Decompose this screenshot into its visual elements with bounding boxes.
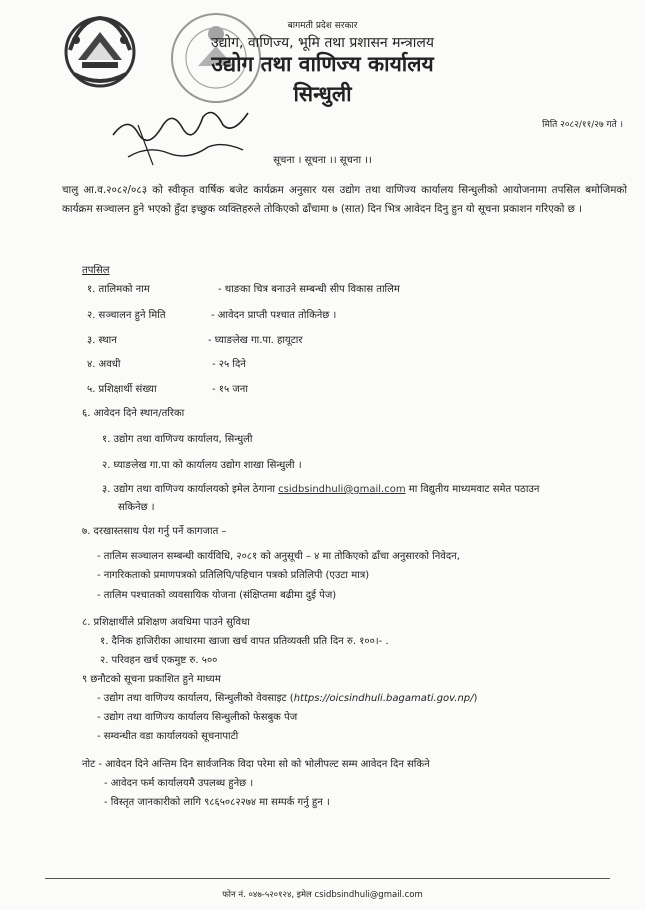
facilities-heading: ८. प्रशिक्षार्थीले प्रशिक्षण अवधिमा पाउने सुविधा [82,617,250,628]
document-item: - तालिम पश्चातको व्यवसायिक योजना (संक्षिप्तमा बढीमा दुई पेज) [97,590,337,601]
notice-heading: सूचना । सूचना ।। सूचना ।। [273,155,372,166]
detail-value: - थाङका चित्र बनाउने सम्बन्धी सीप विकास तालिम [218,284,400,295]
office-name: उद्योग तथा वाणिज्य कार्यालय [211,52,434,76]
detail-value: - घ्याङलेख गा.पा. हायूटार [208,335,303,346]
office-email-link[interactable]: csidbsindhuli@gmail.com [278,484,406,495]
application-item-cont: सकिनेछ । [118,502,155,513]
document-item: - तालिम सञ्चालन सम्बन्धी कार्यविधि, २०८१ को अनुसूची – ४ मा तोकिएको ढाँचा अनुसारको निवेदन, [97,551,460,562]
application-item-text: मा विद्युतीय माध्यमवाट समेत पठाउन [408,484,540,495]
application-heading: ६. आवेदन दिने स्थान/तरिका [82,408,185,419]
footer-contact: फोन नं. ०४७-५२०१२४, इमेल csidbsindhuli@gmail.com [222,890,423,900]
application-item-email [102,481,539,495]
application-item-text: ३. उद्योग तथा वाणिज्य कार्यालयको इमेल ठेगाना [102,484,275,495]
publication-item-website [97,690,477,704]
office-location: सिन्धुली [293,82,352,106]
publication-heading: ९ छनौटको सूचना प्रकाशित हुने माध्यम [82,674,221,685]
publication-item: - उद्योग तथा वाणिज्य कार्यालय सिन्धुलीको फेसबुक पेज [97,712,298,723]
detail-label: ५. प्रशिक्षार्थी संख्या [87,384,157,395]
application-item: १. उद्योग तथा वाणिज्य कार्यालय, सिन्धुली [102,434,253,445]
detail-value: - २५ दिने [212,359,246,370]
detail-label: ४. अवधी [87,359,121,370]
facility-item: २. परिवहन खर्च एकमुष्ट रु. ५०० [100,655,218,666]
detail-label: २. सञ्चालन हुने मिति [87,310,166,321]
note-heading: नोट - आवेदन दिने अन्तिम दिन सार्वजनिक विदा परेमा सो को भोलीपल्ट सम्म आवेदन दिन सकिने [82,759,430,770]
detail-label: १. तालिमको नाम [87,284,150,295]
facility-item: १. दैनिक हाजिरीका आधारमा खाजा खर्च वापत प्रतिव्यक्ती प्रति दिन रु. १००।- . [100,636,389,647]
ministry-name: उद्योग, वाणिज्य, भूमि तथा प्रशासन मन्त्रालय [210,35,435,51]
documents-heading: ७. दरखास्तसाथ पेश गर्नु पर्ने कागजात – [82,526,227,537]
document-item: - नागरिकताको प्रमाणपत्रको प्रतिलिपि/पहिचान पत्रको प्रतिलिपी (एउटा मात्र) [97,570,370,581]
publication-item-text: - उद्योग तथा वाणिज्य कार्यालय, सिन्धुलीको वेवसाइट ( [97,693,294,704]
application-item: २. घ्याङलेख गा.पा को कार्यालय उद्योग शाखा सिन्धुली । [102,460,302,471]
detail-value: - आवेदन प्राप्ती पश्चात तोकिनेछ । [211,310,337,321]
notice-date: मिति २०८२/११/२७ गते । [542,120,623,130]
note-item: - विस्तृत जानकारीको लागि ९८६५०८२२७४ मा सम्पर्क गर्नु हुन । [104,797,330,808]
footer-divider [45,878,610,879]
detail-label: ३. स्थान [87,335,117,346]
government-name: बागमती प्रदेश सरकार [287,21,358,31]
note-item: - आवेदन फर्म कार्यालयमै उपलब्ध हुनेछ । [104,778,254,789]
website-link[interactable]: https://oicsindhuli.bagamati.gov.np/ [293,693,474,704]
publication-item: - सम्वन्धीत वडा कार्यालयको सूचनापाटी [97,731,239,742]
details-heading: तपसिल [82,265,110,276]
detail-value: - १५ जना [212,384,248,395]
publication-item-text: ) [473,693,478,704]
notice-intro: चालु आ.व.२०८२/०८३ को स्वीकृत वार्षिक बजेट कार्यक्रम अनुसार यस उद्योग तथा वाणिज्य कार्यालय सिन्धुलीको आयोजनामा तपसिल बमोजिमको कार्यक्रम सञ्चालन हुने भएको हुँदा इच्छुक व्यक्तिहरुले तोकिएको ढाँचामा ७ (सात) दिन भित्र आवेदन दिनु हुन यो सूचना प्रकाशन गरिएको छ । [62,184,627,215]
